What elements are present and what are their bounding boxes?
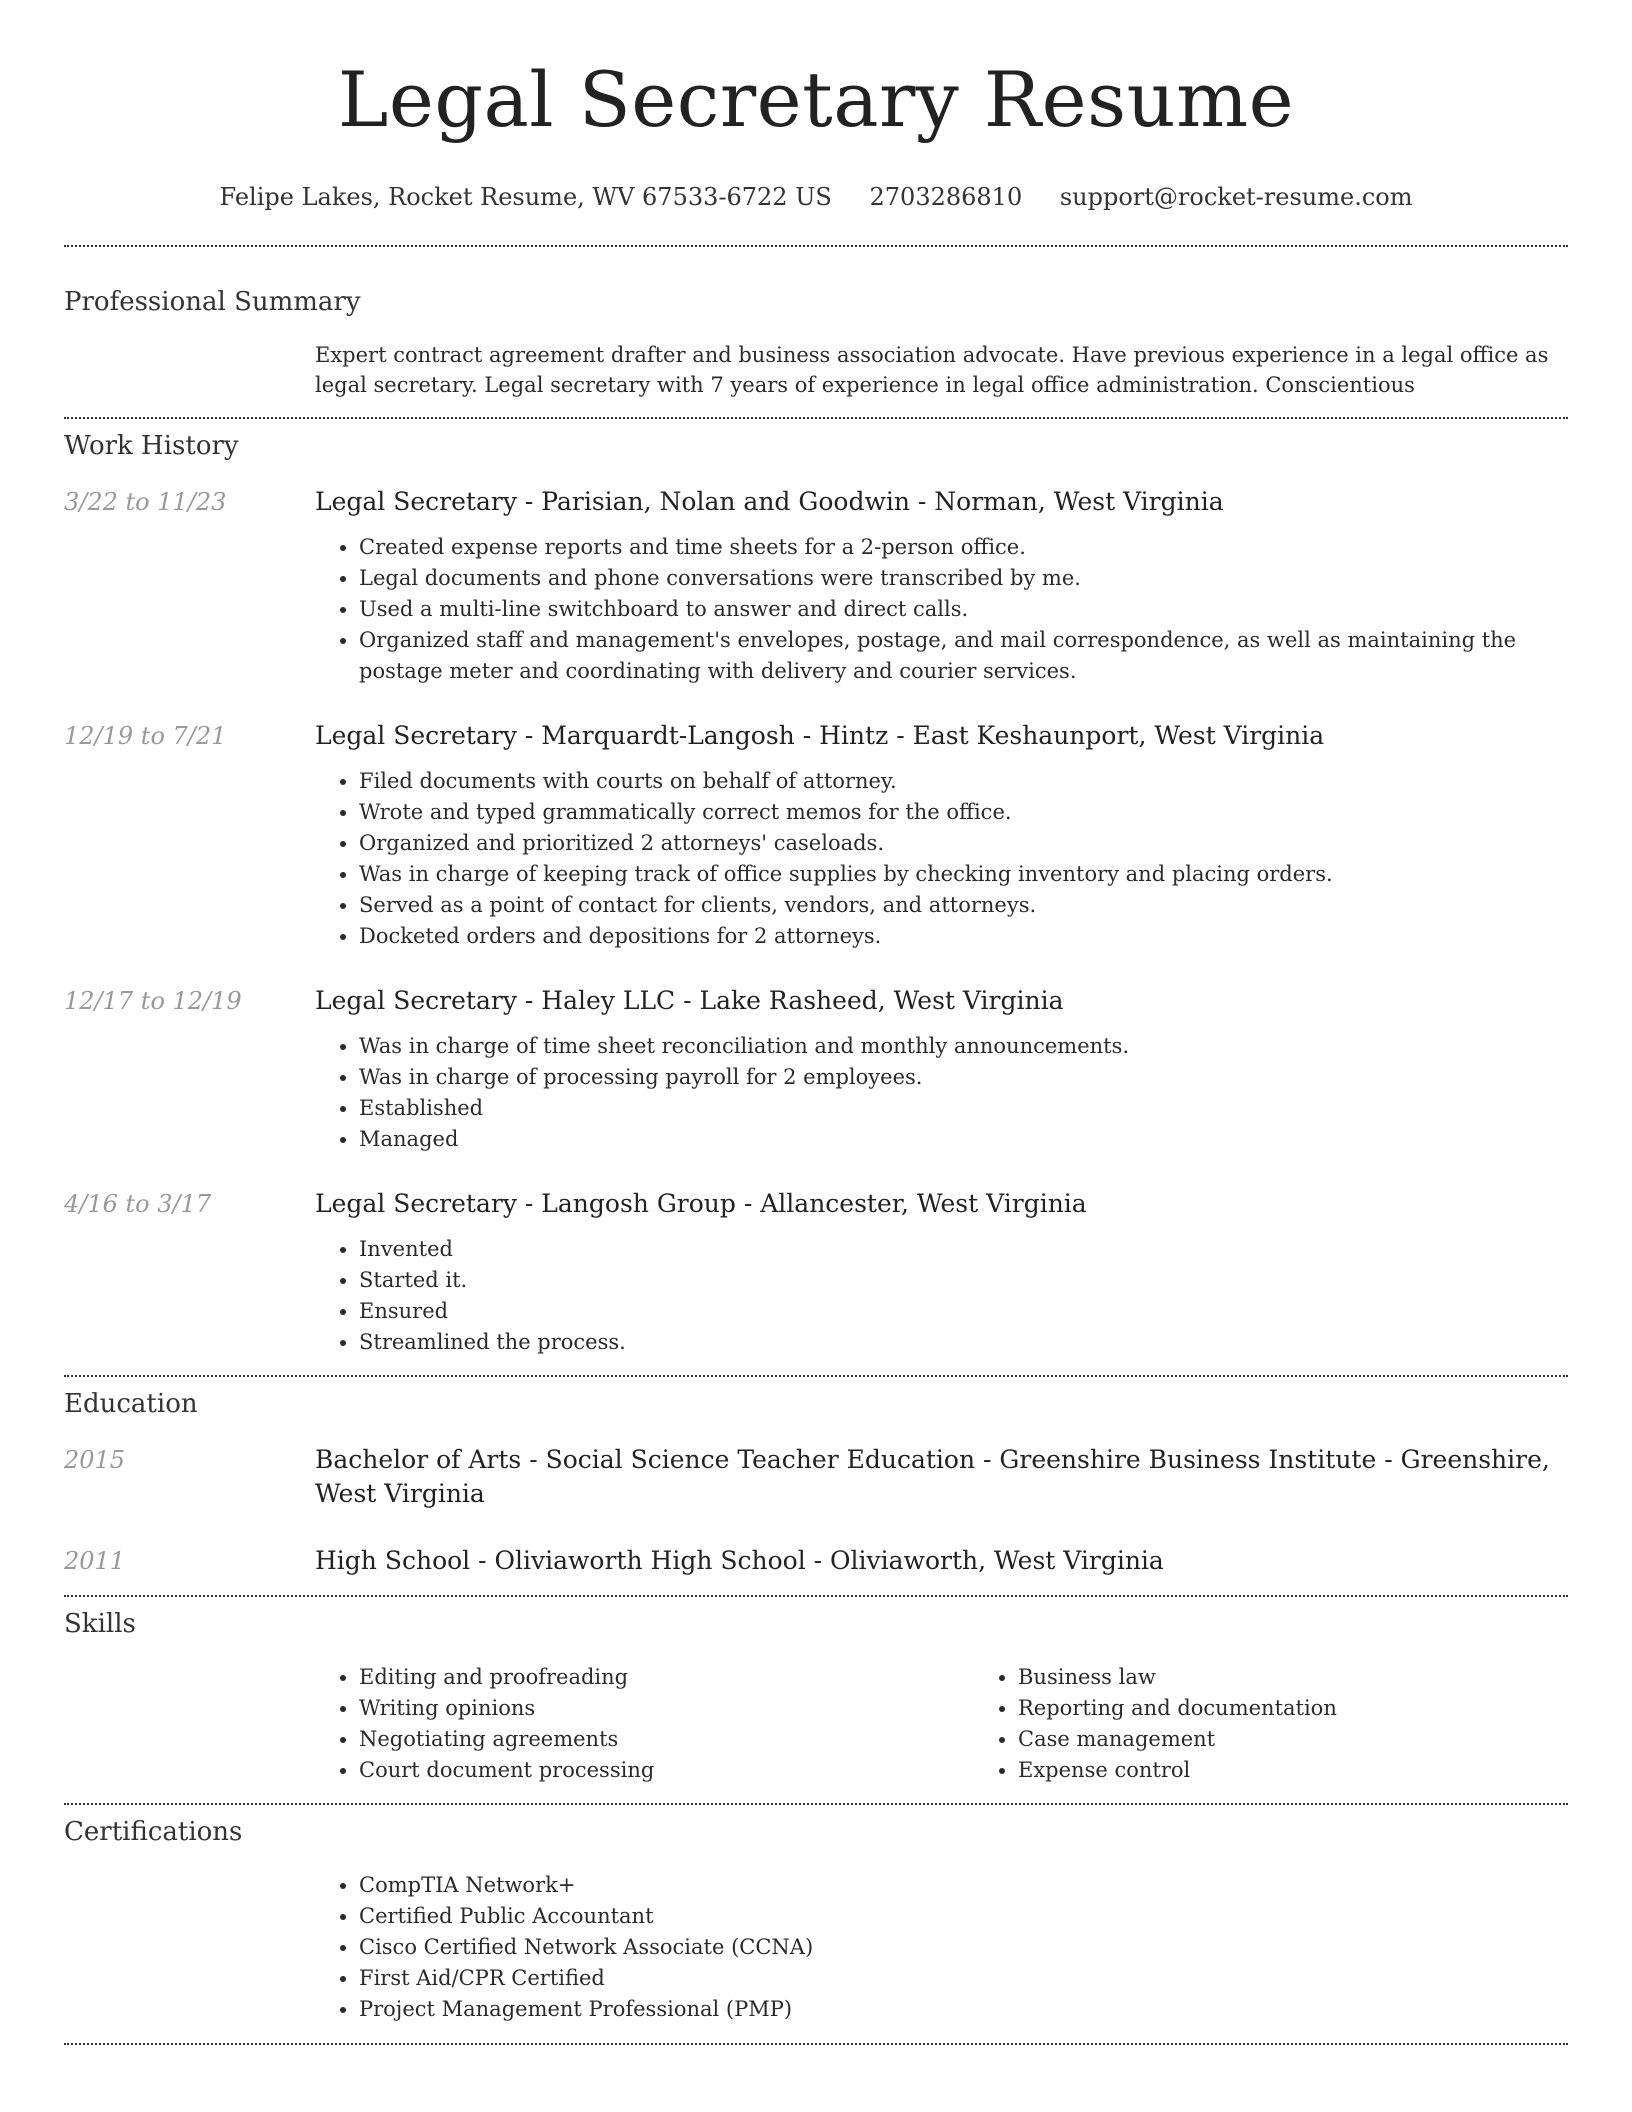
job-title: Legal Secretary - Marquardt-Langosh - Hintz - East Keshaunport, West Virginia bbox=[315, 721, 1325, 750]
job-entry bbox=[64, 1187, 1568, 1358]
contact-phone[interactable]: 2703286810 bbox=[869, 183, 1023, 211]
job-entry bbox=[64, 485, 1568, 687]
resume-title: Legal Secretary Resume bbox=[337, 55, 1295, 144]
skills-spacer bbox=[64, 1662, 315, 1786]
contact-line bbox=[64, 182, 1568, 212]
summary-text: Expert contract agreement drafter and business association advocate. Have previous experience in a legal office as legal secretary. Legal secretary with 7 years of experience in legal office administration. Conscientious bbox=[315, 343, 1549, 397]
skills-list-right bbox=[974, 1662, 1632, 1786]
education-entry bbox=[64, 1443, 1568, 1511]
list-item: • Project Management Professional (PMP) bbox=[359, 1994, 1568, 2025]
divider bbox=[64, 245, 1568, 247]
education-heading: Education bbox=[64, 1389, 198, 1419]
list-item: • CompTIA Network+ bbox=[359, 1870, 1568, 1901]
divider bbox=[64, 417, 1568, 419]
certifications-spacer bbox=[64, 1870, 315, 2025]
list-item: • Was in charge of keeping track of office supplies by checking inventory and placing orders. bbox=[359, 859, 1568, 890]
list-item: • Negotiating agreements bbox=[359, 1724, 974, 1755]
divider bbox=[64, 1803, 1568, 1805]
job-bullets bbox=[315, 532, 1568, 687]
contact-email[interactable]: support@rocket-resume.com bbox=[1059, 183, 1413, 211]
job-entry bbox=[64, 719, 1568, 952]
list-item: • Filed documents with courts on behalf of attorney. bbox=[359, 766, 1568, 797]
education-section bbox=[64, 1388, 1568, 1578]
resume-page bbox=[64, 0, 1568, 2045]
education-text: High School - Oliviaworth High School - Oliviaworth, West Virginia bbox=[315, 1546, 1164, 1575]
skills-heading: Skills bbox=[64, 1609, 136, 1639]
list-item: • Organized and prioritized 2 attorneys' caseloads. bbox=[359, 828, 1568, 859]
job-bullets bbox=[315, 766, 1568, 952]
list-item: • Streamlined the process. bbox=[359, 1327, 1568, 1358]
job-dates: 12/19 to 7/21 bbox=[64, 722, 227, 750]
list-item: • Wrote and typed grammatically correct memos for the office. bbox=[359, 797, 1568, 828]
job-bullets bbox=[315, 1234, 1568, 1358]
skills-list-left bbox=[315, 1662, 974, 1786]
list-item: • Certified Public Accountant bbox=[359, 1901, 1568, 1932]
list-item: • First Aid/CPR Certified bbox=[359, 1963, 1568, 1994]
skills-section bbox=[64, 1608, 1568, 1786]
work-history-section bbox=[64, 430, 1568, 1358]
job-dates: 4/16 to 3/17 bbox=[64, 1190, 212, 1218]
list-item: • Ensured bbox=[359, 1296, 1568, 1327]
certifications-section bbox=[64, 1816, 1568, 2025]
job-dates: 3/22 to 11/23 bbox=[64, 488, 227, 516]
summary-section bbox=[64, 286, 1568, 400]
certifications-list bbox=[315, 1870, 1568, 2025]
list-item: • Business law bbox=[1018, 1662, 1632, 1693]
list-item: • Managed bbox=[359, 1124, 1568, 1155]
job-bullets bbox=[315, 1031, 1568, 1155]
summary-heading: Professional Summary bbox=[64, 287, 361, 317]
list-item: • Docketed orders and depositions for 2 attorneys. bbox=[359, 921, 1568, 952]
list-item: • Editing and proofreading bbox=[359, 1662, 974, 1693]
job-title: Legal Secretary - Parisian, Nolan and Goodwin - Norman, West Virginia bbox=[315, 487, 1224, 516]
list-item: • Created expense reports and time sheets for a 2-person office. bbox=[359, 532, 1568, 563]
certifications-heading: Certifications bbox=[64, 1817, 243, 1847]
education-text: Bachelor of Arts - Social Science Teacher Education - Greenshire Business Institute - Greenshire, West Virginia bbox=[315, 1445, 1550, 1508]
list-item: • Organized staff and management's envelopes, postage, and mail correspondence, as well as maintaining the postage meter and coordinating with delivery and courier services. bbox=[359, 625, 1568, 687]
divider bbox=[64, 1595, 1568, 1597]
education-entry bbox=[64, 1544, 1568, 1578]
work-history-heading: Work History bbox=[64, 431, 239, 461]
education-year: 2015 bbox=[64, 1446, 126, 1474]
job-dates: 12/17 to 12/19 bbox=[64, 987, 242, 1015]
list-item: • Used a multi-line switchboard to answer and direct calls. bbox=[359, 594, 1568, 625]
education-year: 2011 bbox=[64, 1547, 126, 1575]
list-item: • Court document processing bbox=[359, 1755, 974, 1786]
contact-address: Felipe Lakes, Rocket Resume, WV 67533-6722 US bbox=[219, 183, 832, 211]
list-item: • Was in charge of processing payroll for 2 employees. bbox=[359, 1062, 1568, 1093]
list-item: • Served as a point of contact for clients, vendors, and attorneys. bbox=[359, 890, 1568, 921]
list-item: • Started it. bbox=[359, 1265, 1568, 1296]
list-item: • Cisco Certified Network Associate (CCNA) bbox=[359, 1932, 1568, 1963]
list-item: • Reporting and documentation bbox=[1018, 1693, 1632, 1724]
summary-spacer bbox=[64, 340, 315, 400]
job-title: Legal Secretary - Haley LLC - Lake Rasheed, West Virginia bbox=[315, 986, 1064, 1015]
list-item: • Legal documents and phone conversations were transcribed by me. bbox=[359, 563, 1568, 594]
divider bbox=[64, 2043, 1568, 2045]
list-item: • Established bbox=[359, 1093, 1568, 1124]
job-title: Legal Secretary - Langosh Group - Allancester, West Virginia bbox=[315, 1189, 1087, 1218]
list-item: • Invented bbox=[359, 1234, 1568, 1265]
list-item: • Expense control bbox=[1018, 1755, 1632, 1786]
list-item: • Writing opinions bbox=[359, 1693, 974, 1724]
list-item: • Was in charge of time sheet reconciliation and monthly announcements. bbox=[359, 1031, 1568, 1062]
list-item: • Case management bbox=[1018, 1724, 1632, 1755]
divider bbox=[64, 1375, 1568, 1377]
job-entry bbox=[64, 984, 1568, 1155]
